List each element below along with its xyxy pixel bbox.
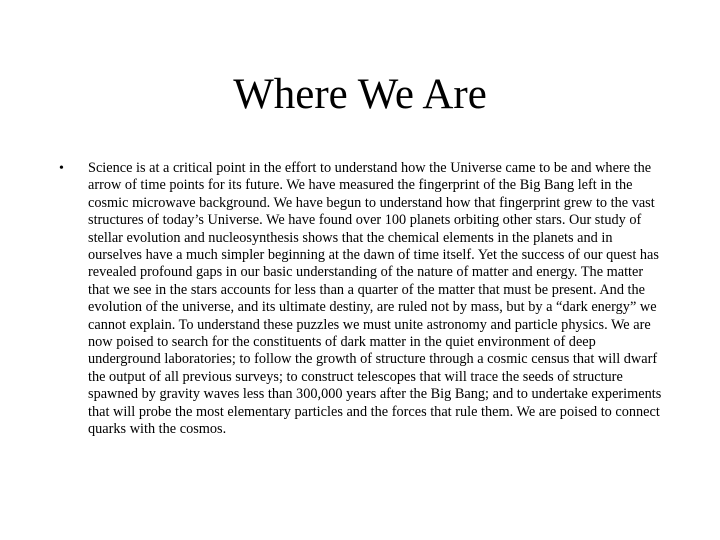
bullet-text: Science is at a critical point in the effort to understand how the Universe came to be and where the arrow of time points for its future. We have measured the fingerprint of the Big Bang left in the cosmic microwave background. We have begun to understand how that fingerprint grew to the vast structures of today’s Universe. We have found over 100 planets orbiting other stars. Our study of stellar evolution and nucleosynthesis shows that the chemical elements in the planets and in ourselves have a much simpler beginning at the dawn of time itself. Yet the success of our quest has revealed profound gaps in our basic understanding of the nature of matter and energy. The matter that we see in the stars accounts for less than a quarter of the matter that must be present. And the evolution of the universe, and its ultimate destiny, are ruled not by mass, but by a “dark energy” we cannot explain. To understand these puzzles we must unite astronomy and particle physics. We are now poised to search for the constituents of dark matter in the quiet environment of deep underground laboratories; to follow the growth of structure through a cosmic census that will dwarf the output of all previous surveys; to construct telescopes that will trace the seeds of structure spawned by gravity waves less than 300,000 years after the Big Bang; and to undertake experiments that will probe the most elementary particles and the forces that rule them. We are poised to connect quarks with the cosmos. — [88, 160, 662, 438]
bullet-item — [56, 160, 666, 439]
slide-title: Where We Are — [233, 71, 487, 118]
bullet-marker: • — [59, 161, 64, 176]
bullet-list — [56, 160, 666, 439]
